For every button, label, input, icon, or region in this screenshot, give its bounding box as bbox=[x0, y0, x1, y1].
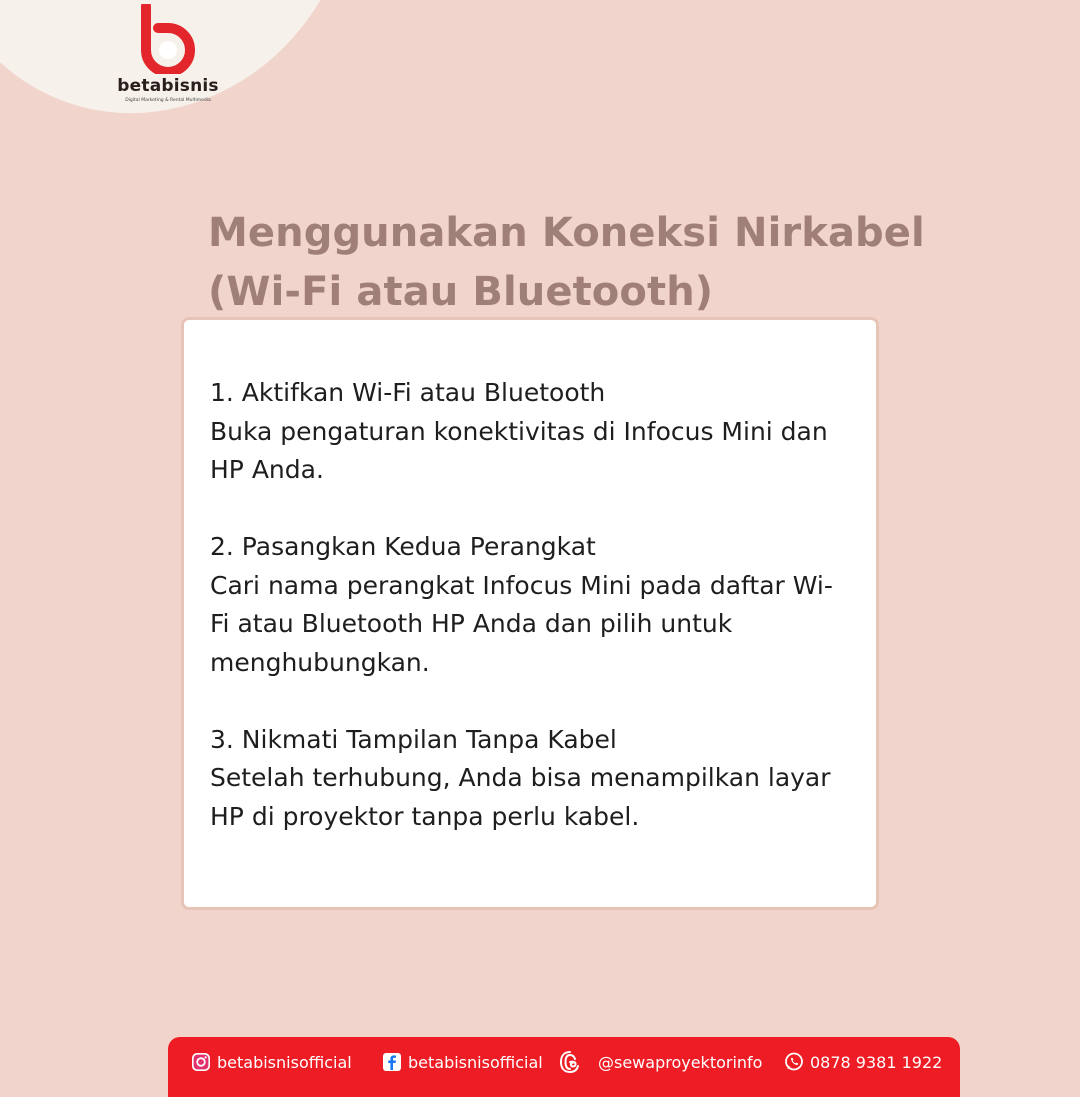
step-2 bbox=[210, 528, 870, 682]
step-heading: 2. Pasangkan Kedua Perangkat bbox=[210, 532, 596, 561]
threads-handle: @sewaproyektorinfo bbox=[598, 1052, 763, 1072]
facebook-handle: betabisnisofficial bbox=[408, 1052, 543, 1072]
step-text-line: Buka pengaturan konektivitas di Infocus Mini dan bbox=[210, 416, 828, 446]
threads-icon bbox=[558, 1050, 582, 1074]
brand-tagline: Digital Marketing & Rental Multimedia bbox=[125, 98, 211, 103]
step-text-line: Cari nama perangkat Infocus Mini pada daftar Wi- bbox=[210, 570, 833, 600]
instagram-icon bbox=[191, 1052, 211, 1072]
whatsapp-number: 0878 9381 1922 bbox=[810, 1052, 943, 1072]
footer-threads[interactable] bbox=[558, 1051, 762, 1073]
instagram-handle: betabisnisofficial bbox=[217, 1052, 352, 1072]
betabisnis-logo-icon bbox=[140, 4, 196, 74]
contact-footer bbox=[168, 1037, 960, 1097]
whatsapp-icon bbox=[784, 1052, 804, 1072]
brand-name: betabisnis bbox=[117, 76, 219, 96]
footer-instagram[interactable] bbox=[191, 1051, 352, 1073]
step-text-line: HP di proyektor tanpa perlu kabel. bbox=[210, 801, 640, 831]
facebook-icon bbox=[382, 1052, 402, 1072]
step-text-line: HP Anda. bbox=[210, 455, 324, 484]
step-1 bbox=[210, 374, 870, 490]
step-text-line: Setelah terhubung, Anda bisa menampilkan layar bbox=[210, 763, 831, 792]
brand-logo bbox=[112, 4, 224, 108]
step-text-line: menghubungkan. bbox=[210, 647, 430, 677]
title-line-1: Menggunakan Koneksi Nirkabel bbox=[208, 210, 925, 256]
step-heading: 3. Nikmati Tampilan Tanpa Kabel bbox=[210, 724, 617, 754]
title-line-2: (Wi-Fi atau Bluetooth) bbox=[208, 269, 714, 315]
step-text-line: Fi atau Bluetooth HP Anda dan pilih untuk bbox=[210, 609, 733, 638]
footer-facebook[interactable] bbox=[382, 1051, 543, 1073]
steps-list bbox=[210, 374, 870, 875]
page-title bbox=[208, 204, 925, 322]
step-3 bbox=[210, 721, 870, 837]
steps-card bbox=[181, 317, 879, 910]
step-heading: 1. Aktifkan Wi-Fi atau Bluetooth bbox=[210, 378, 606, 407]
footer-whatsapp[interactable] bbox=[784, 1051, 942, 1073]
